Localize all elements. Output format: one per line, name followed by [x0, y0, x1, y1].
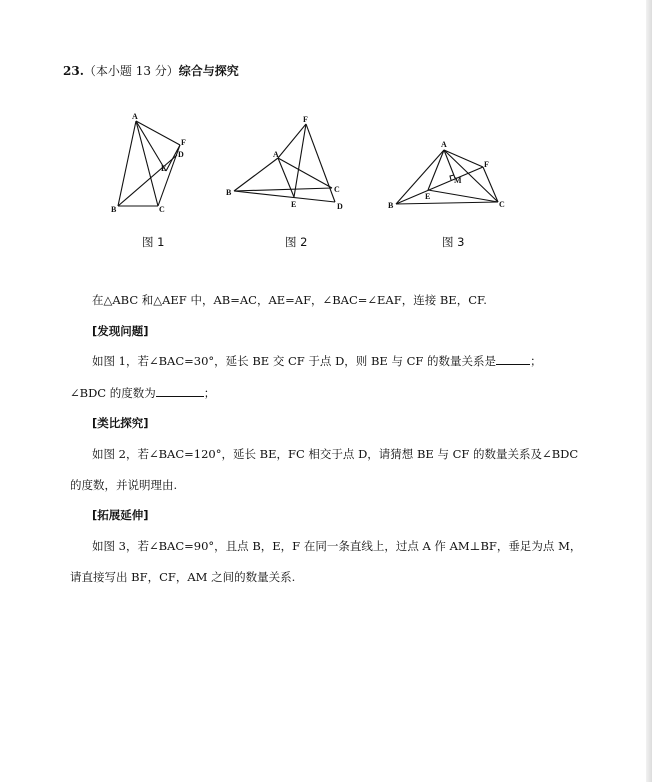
- section-title: 综合与探究: [178, 64, 239, 78]
- fig1-label-a: A: [132, 112, 138, 121]
- fig3-segment-fc: [483, 167, 498, 202]
- fig2-label-d: D: [337, 202, 343, 211]
- fig3-label-a: A: [441, 140, 447, 149]
- figure-2: [220, 110, 355, 215]
- part2-heading: [类比探究]: [92, 416, 149, 430]
- page-edge-shadow: [646, 0, 652, 782]
- fig1-label-c: C: [159, 205, 165, 214]
- question-title: [63, 64, 239, 78]
- fig1-label-f: F: [181, 138, 186, 147]
- fig1-segment-ac: [136, 121, 158, 206]
- fig3-segment-bc: [396, 202, 498, 204]
- fig1-label-e: E: [161, 164, 167, 173]
- fig3-label-c: C: [499, 200, 505, 209]
- fig3-label-f: F: [484, 160, 489, 169]
- fig2-segment-ef: [294, 124, 306, 197]
- fig2-label-a: A: [273, 150, 279, 159]
- part1-line2-end: ；: [203, 386, 216, 400]
- part3-line1: 如图 3，若∠BAC=90°，且点 B，E，F 在同一条直线上，过点 A 作 AM⊥BF，垂足为点 M，: [92, 539, 582, 553]
- fig1-segment-cf: [158, 145, 180, 206]
- fig3-segment-bf: [396, 167, 483, 204]
- part1-line2: [70, 386, 215, 400]
- figure-2-caption: 图 2: [285, 235, 308, 249]
- figure-3: [384, 135, 509, 215]
- part1-line1-end: ；: [530, 354, 542, 368]
- figure-1-caption: 图 1: [142, 235, 165, 249]
- fig1-label-d: D: [178, 150, 184, 159]
- fig1-label-b: B: [111, 205, 117, 214]
- fig2-label-c: C: [334, 185, 340, 194]
- fig2-segment-ae: [278, 158, 294, 197]
- fig3-label-b: B: [388, 201, 394, 210]
- question-number: 23.: [63, 64, 84, 78]
- fig3-label-e: E: [425, 192, 431, 201]
- fig2-label-b: B: [226, 188, 232, 197]
- fig2-label-e: E: [291, 200, 297, 209]
- fig2-segment-ab: [234, 158, 278, 191]
- fig2-label-f: F: [303, 115, 308, 124]
- question-meta: （本小题 13 分）: [83, 64, 179, 78]
- part3-heading: [拓展延伸]: [92, 508, 149, 522]
- intro-text: 在△ABC 和△AEF 中，AB=AC，AE=AF，∠BAC=∠EAF，连接 BE，CF.: [92, 293, 487, 307]
- fig2-segment-bc: [234, 188, 332, 191]
- part1-line1-text: 如图 1，若∠BAC=30°，延长 BE 交 CF 于点 D，则 BE 与 CF 的数量关系是: [92, 354, 497, 368]
- answer-blank-1[interactable]: [496, 354, 530, 365]
- fig3-label-m: M: [454, 176, 462, 185]
- part1-line2-text: ∠BDC 的度数为: [70, 386, 156, 400]
- part1-line1: [92, 354, 542, 368]
- part2-line2: 的度数，并说明理由.: [70, 478, 178, 492]
- fig3-segment-ab: [396, 150, 444, 204]
- figure-1: [100, 108, 200, 223]
- figure-3-caption: 图 3: [442, 235, 465, 249]
- fig2-segment-fd: [306, 124, 335, 202]
- part3-line2: 请直接写出 BF，CF，AM 之间的数量关系.: [70, 570, 296, 584]
- answer-blank-2[interactable]: [156, 386, 204, 397]
- fig2-segment-bd: [234, 191, 335, 202]
- part2-line1: 如图 2，若∠BAC=120°，延长 BE，FC 相交于点 D，请猜想 BE 与 CF 的数量关系及∠BDC: [92, 447, 579, 461]
- fig3-segment-ae: [428, 150, 444, 190]
- part1-heading: [发现问题]: [92, 324, 149, 338]
